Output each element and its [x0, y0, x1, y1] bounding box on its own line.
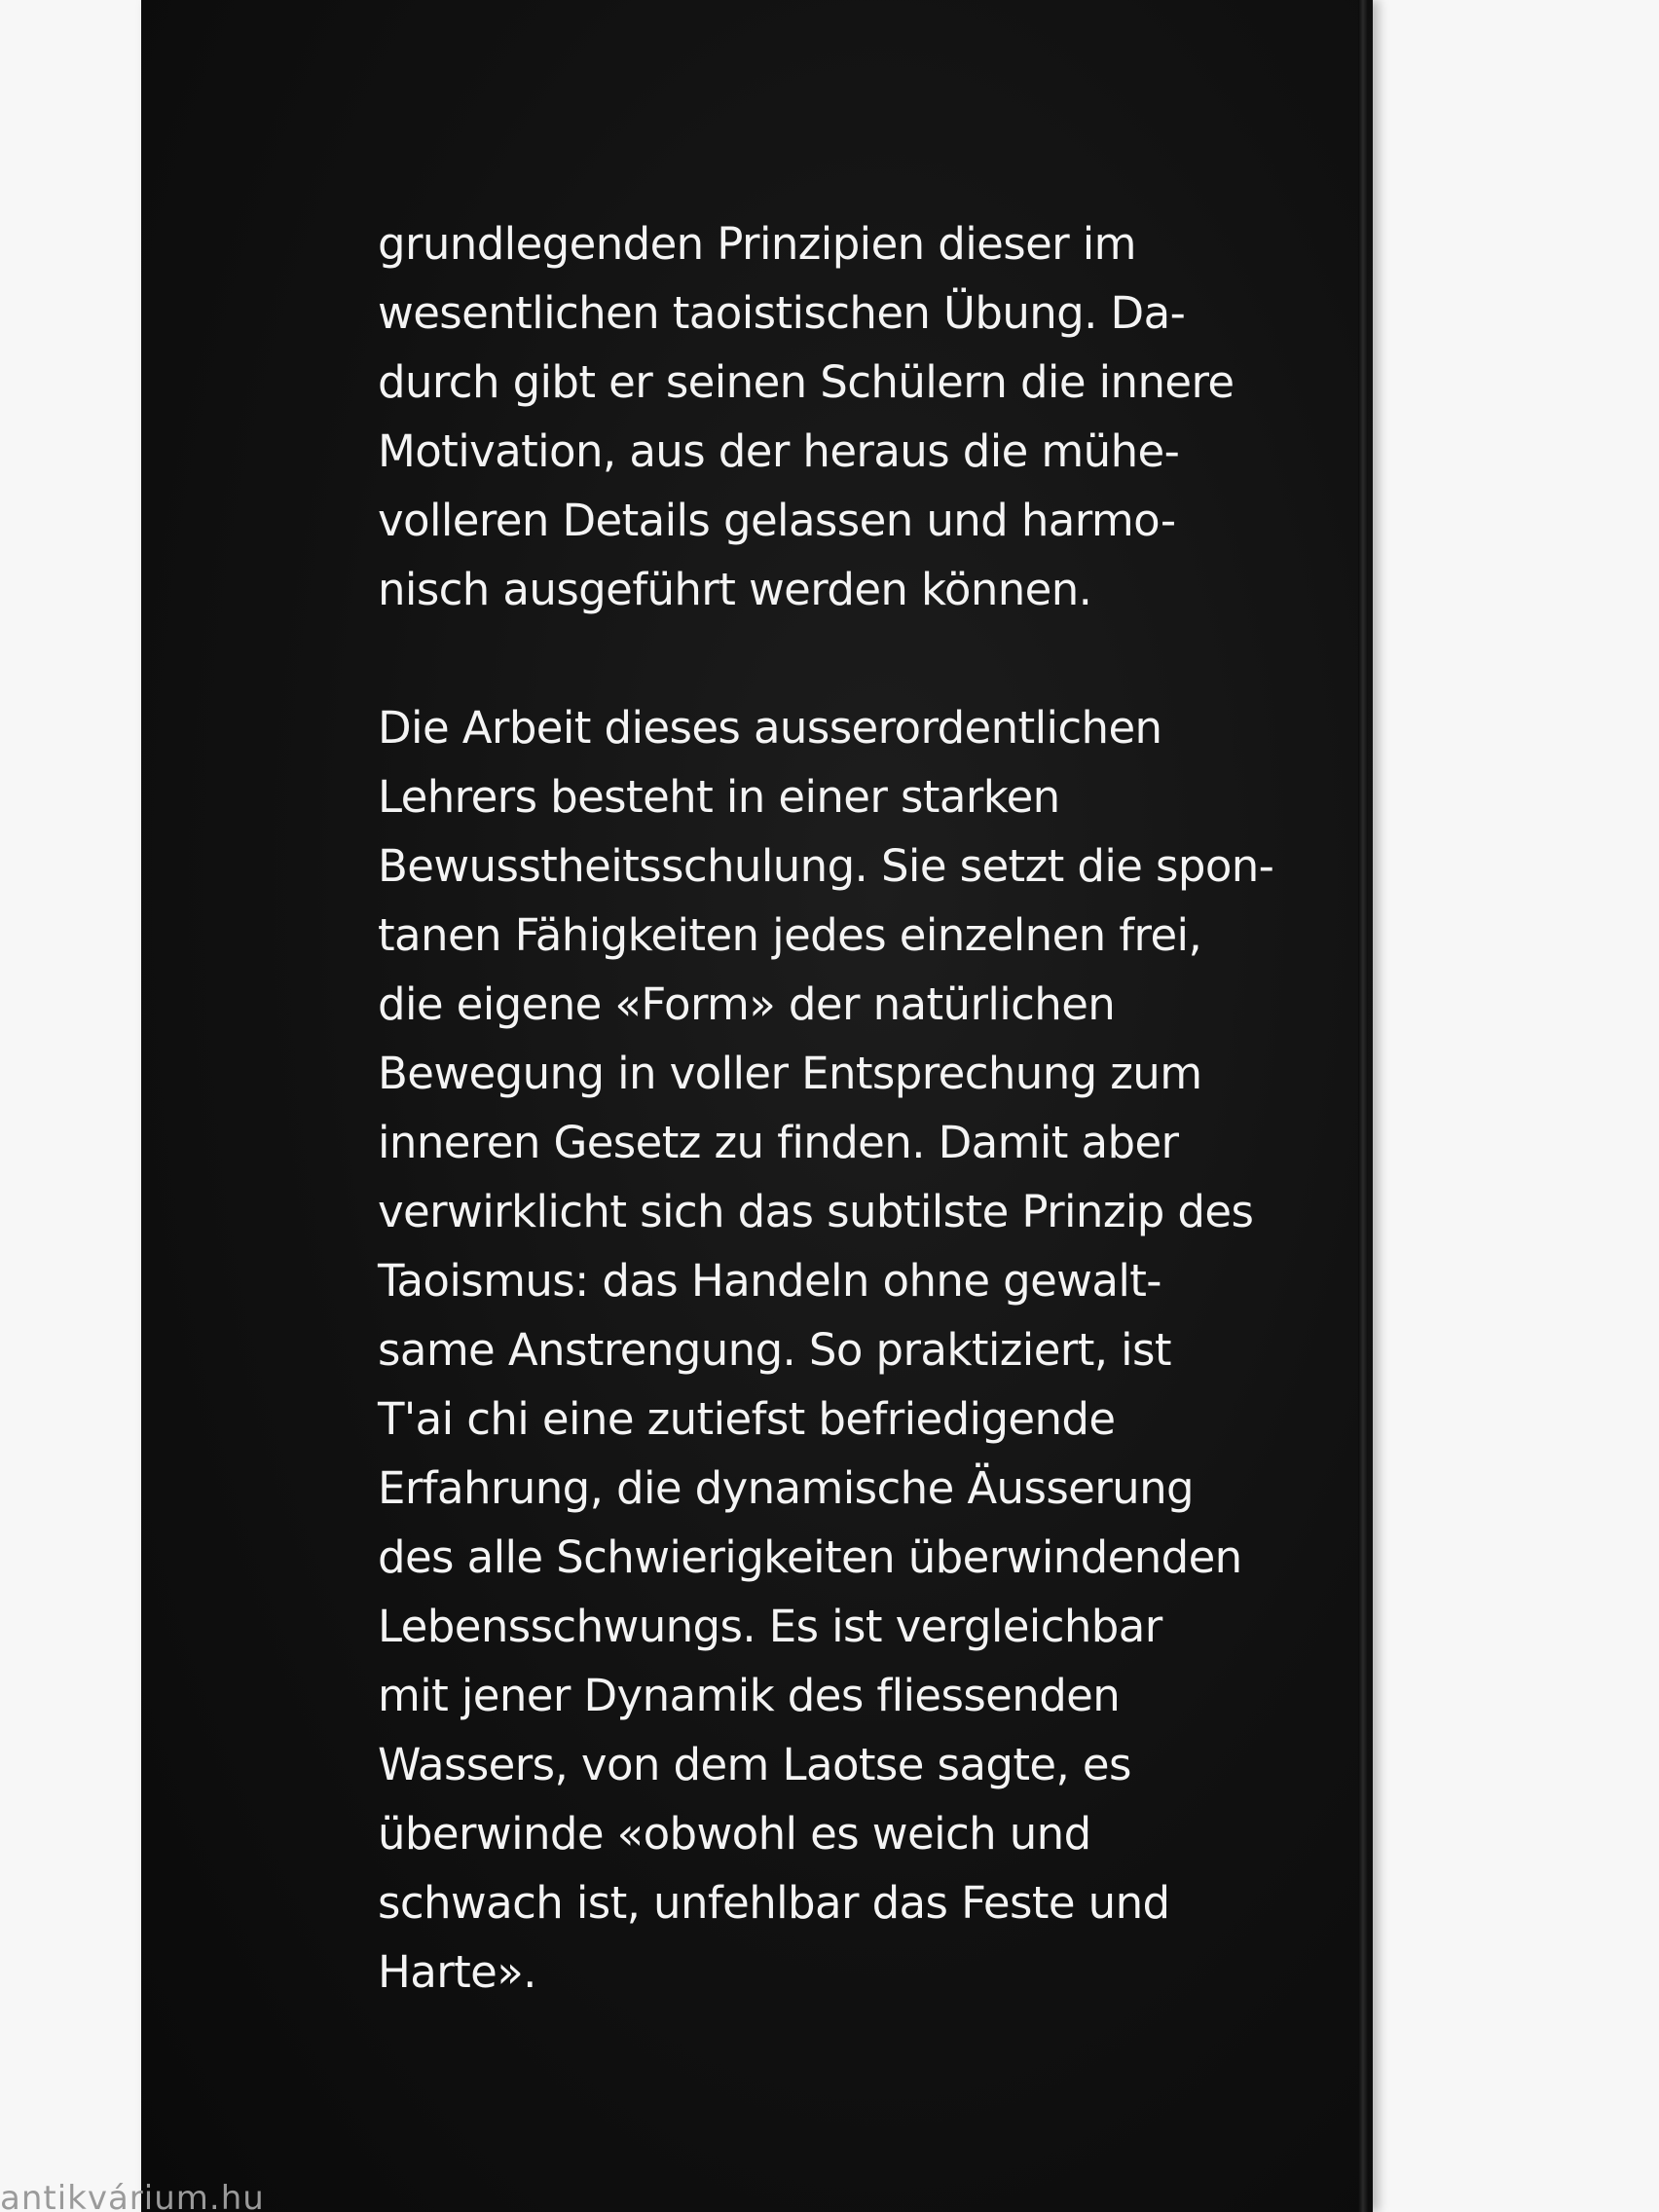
paragraph-gap: [378, 624, 1235, 693]
text-line: wesentlichen taoistischen Übung. Da-: [378, 287, 1186, 339]
text-line: mit jener Dynamik des fliessenden: [378, 1670, 1121, 1721]
text-line: nisch ausgeführt werden können.: [378, 564, 1092, 615]
text-line: Motivation, aus der heraus die mühe-: [378, 425, 1180, 477]
text-line: volleren Details gelassen und harmo-: [378, 495, 1176, 546]
text-line: durch gibt er seinen Schülern die innere: [378, 356, 1235, 408]
text-line: T'ai chi eine zutiefst befriedigende: [378, 1393, 1116, 1445]
text-line: inneren Gesetz zu finden. Damit aber: [378, 1117, 1179, 1168]
text-line: des alle Schwierigkeiten überwindenden: [378, 1531, 1242, 1583]
text-line: tanen Fähigkeiten jedes einzelnen frei,: [378, 909, 1202, 961]
text-line: Lehrers besteht in einer starken: [378, 771, 1060, 823]
text-line: die eigene «Form» der natürlichen: [378, 978, 1116, 1030]
text-line: grundlegenden Prinzipien dieser im: [378, 218, 1136, 270]
text-line: Bewegung in voller Entsprechung zum: [378, 1048, 1202, 1099]
text-line: überwinde «obwohl es weich und: [378, 1808, 1091, 1860]
text-line: Erfahrung, die dynamische Äusserung: [378, 1462, 1194, 1514]
cover-text: [378, 209, 1274, 2007]
text-line: same Anstrengung. So praktiziert, ist: [378, 1324, 1171, 1376]
text-line: Taoismus: das Handeln ohne gewalt-: [378, 1255, 1161, 1307]
text-line: verwirklicht sich das subtilste Prinzip des: [378, 1186, 1254, 1237]
text-line: Harte».: [378, 1946, 536, 1998]
text-line: Lebensschwungs. Es ist vergleichbar: [378, 1601, 1162, 1652]
text-line: Die Arbeit dieses ausserordentlichen: [378, 702, 1162, 754]
book-spine-edge: [1358, 0, 1368, 2212]
text-line: Bewusstheitsschulung. Sie setzt die spon-: [378, 840, 1274, 892]
paragraph-2: [378, 693, 1274, 2007]
watermark-text: antikvárium.hu: [0, 2179, 265, 2212]
paragraph-1: [378, 209, 1235, 624]
text-line: schwach ist, unfehlbar das Feste und: [378, 1877, 1170, 1929]
text-line: Wassers, von dem Laotse sagte, es: [378, 1739, 1131, 1790]
